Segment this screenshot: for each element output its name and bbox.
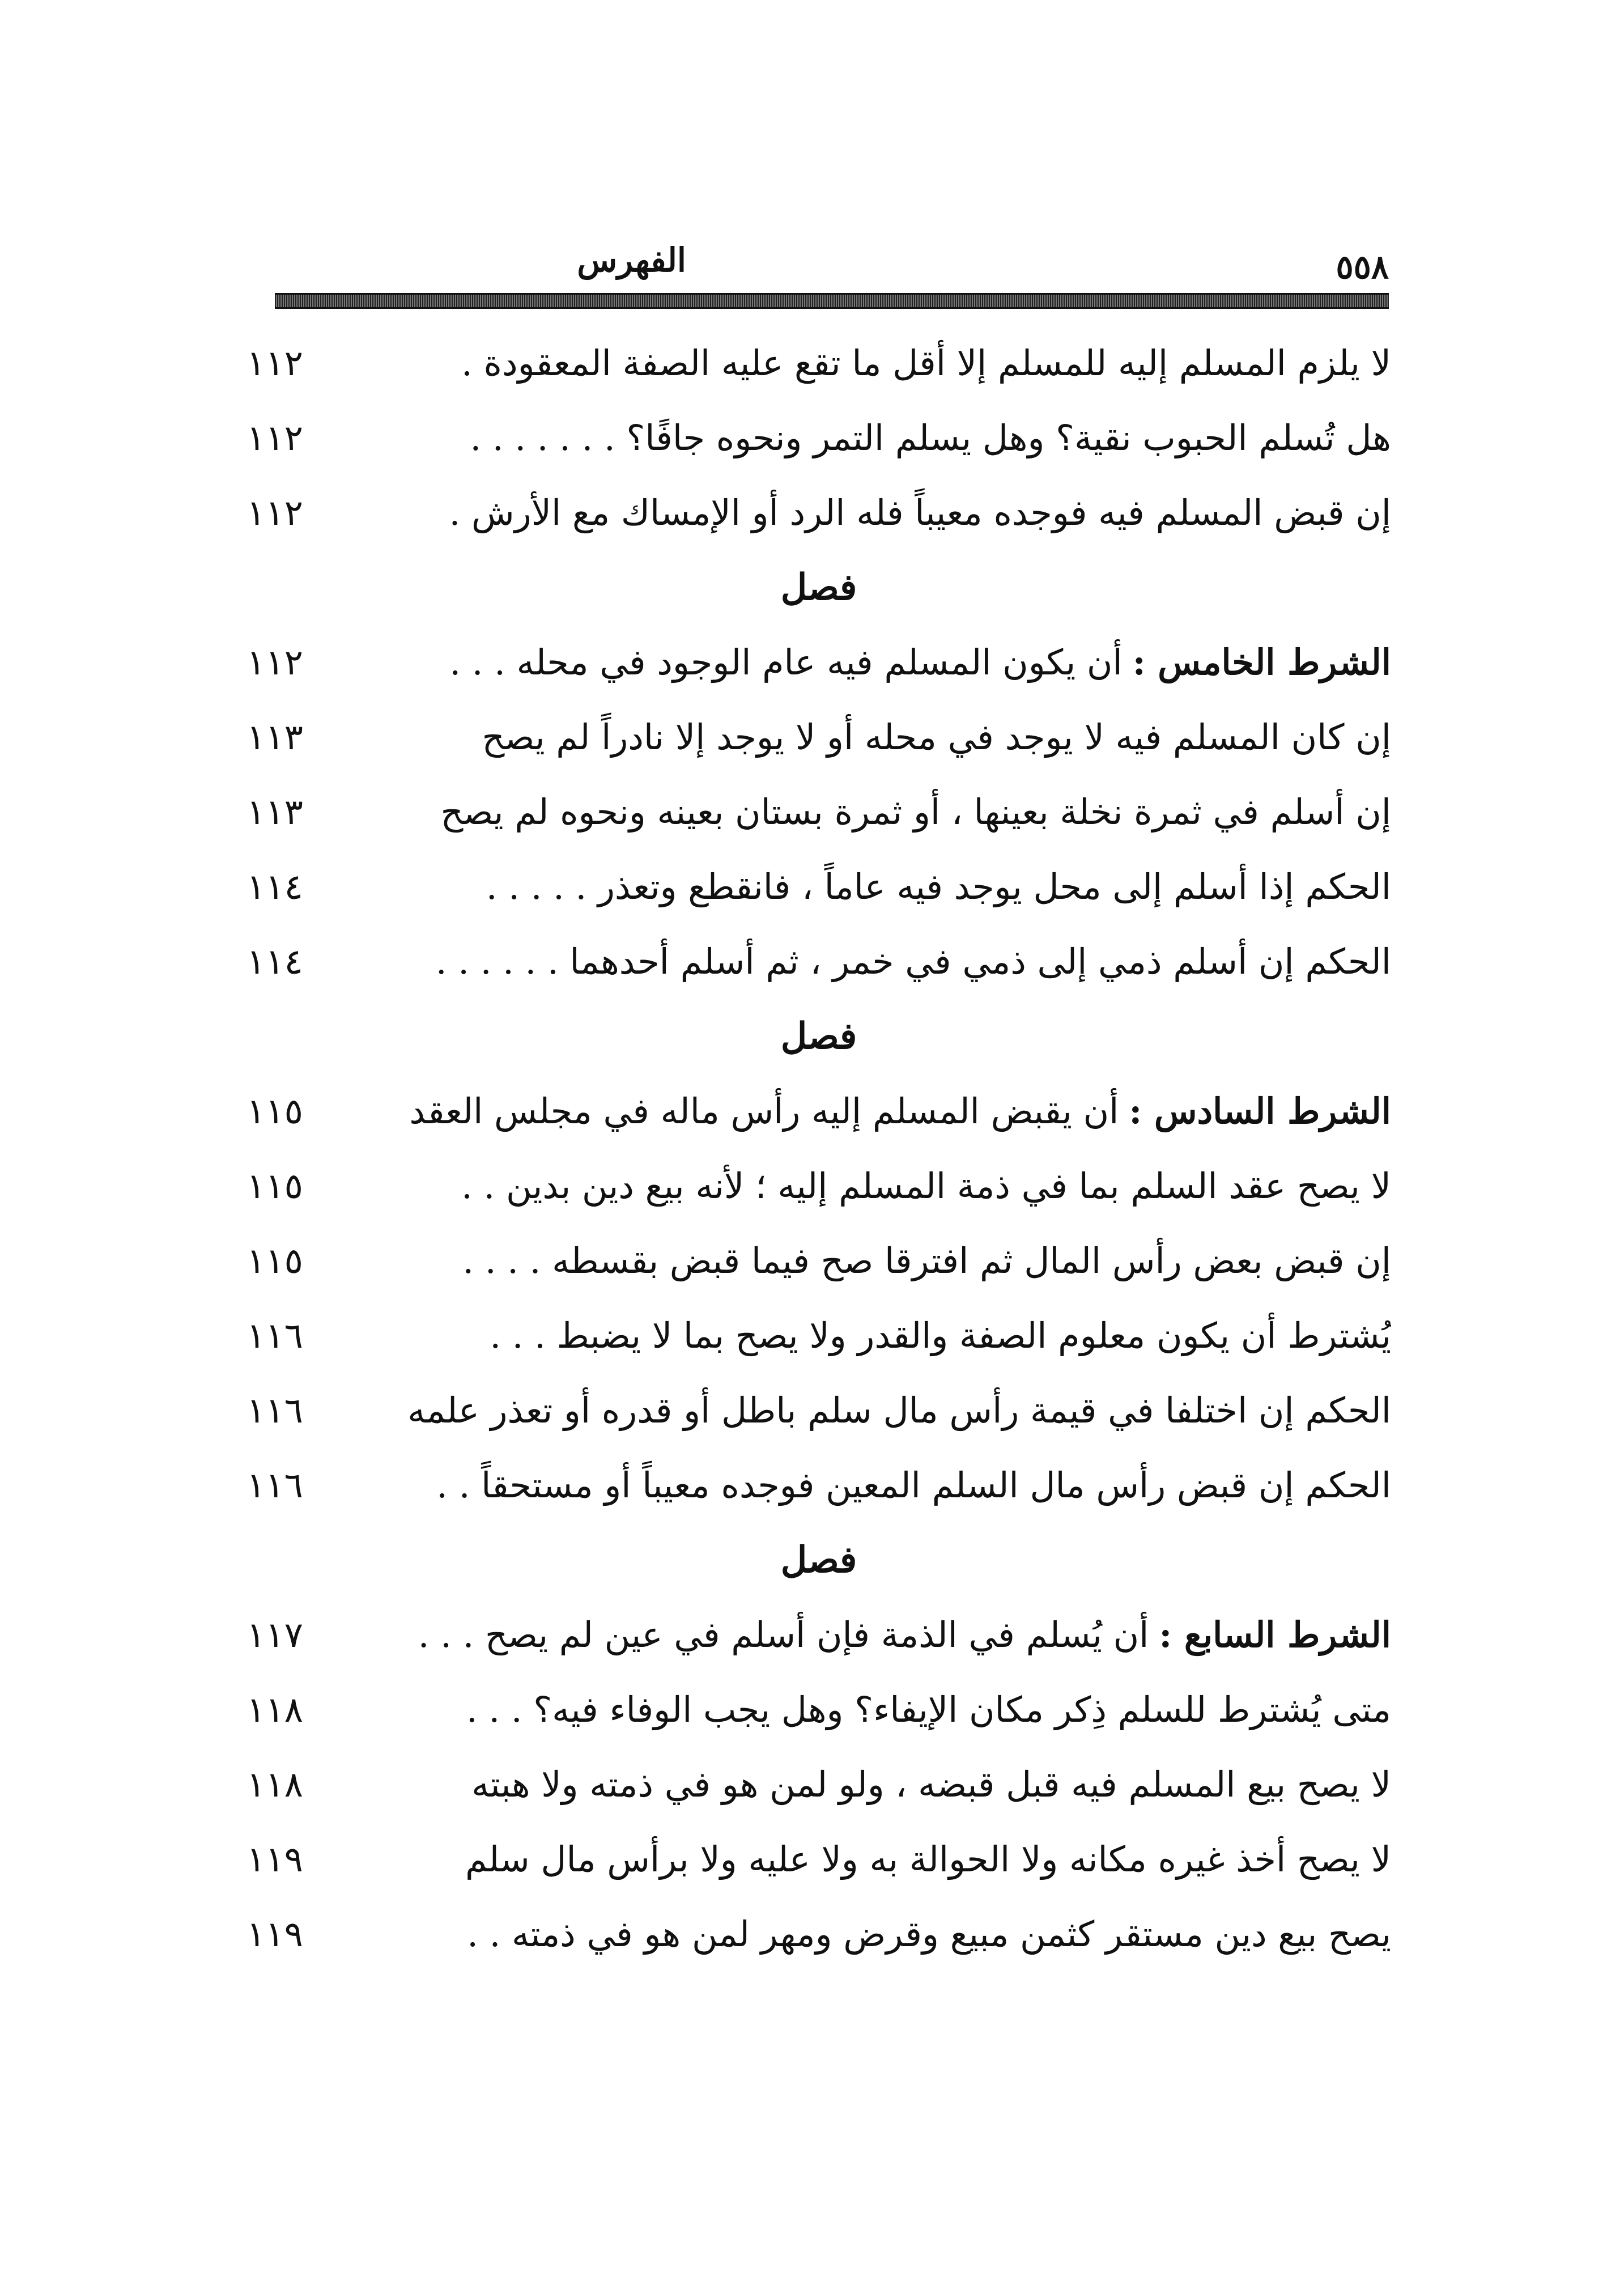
entry-page-number: ١١٩ [246, 1838, 303, 1880]
entry-text: الحكم إن أسلم ذمي إلى ذمي في خمر ، ثم أسلم أحدهما . . . . . . [435, 941, 1391, 982]
entry-body [449, 625, 1391, 700]
entry-page-number: ١١٥ [246, 1240, 303, 1281]
entry-body [462, 1224, 1391, 1298]
entry-body [418, 1598, 1391, 1672]
entry-body [470, 401, 1391, 475]
entry-text: أن يقبض المسلم إليه رأس ماله في مجلس العقد [409, 1090, 1119, 1132]
toc-entry [246, 625, 1391, 700]
entry-page-number: ١١٢ [246, 492, 303, 533]
toc-entry [246, 1373, 1391, 1448]
entry-text: هل تُسلم الحبوب نقية؟ وهل يسلم التمر ونحوه جافًا؟ . . . . . . . [470, 417, 1391, 458]
entry-page-number: ١١٢ [246, 417, 303, 458]
entry-body [467, 1897, 1391, 1972]
entry-body [407, 1373, 1391, 1448]
toc-entry [246, 1149, 1391, 1224]
toc-entry [246, 1598, 1391, 1672]
entry-text: إن أسلم في ثمرة نخلة بعينها ، أو ثمرة بستان بعينه ونحوه لم يصح [440, 791, 1391, 833]
entry-text: إن قبض المسلم فيه فوجده معيباً فله الرد أو الإمساك مع الأرش . [449, 492, 1391, 533]
entry-body [436, 924, 1391, 999]
entry-condition-label: الشرط السادس : [1129, 1090, 1391, 1132]
entry-text: لا يصح عقد السلم بما في ذمة المسلم إليه ؛ لأنه بيع دين بدين . . [461, 1165, 1391, 1207]
entry-text: الحكم إن اختلفا في قيمة رأس مال سلم باطل أو قدره أو تعذر علمه [407, 1390, 1391, 1431]
page-header [275, 224, 1389, 309]
entry-condition-label: الشرط الخامس : [1132, 642, 1391, 683]
toc-entry [246, 326, 1391, 401]
entry-page-number: ١١٩ [246, 1913, 303, 1955]
entry-body [449, 475, 1391, 550]
entry-text: الحكم إذا أسلم إلى محل يوجد فيه عاماً ، فانقطع وتعذر . . . . . [486, 866, 1391, 907]
entry-text: يصح بيع دين مستقر كثمن مبيع وقرض ومهر لمن هو في ذمته . . [467, 1913, 1391, 1955]
entry-text: متى يُشترط للسلم ذِكر مكان الإيفاء؟ وهل يجب الوفاء فيه؟ . . . [466, 1689, 1391, 1730]
entry-body [461, 1149, 1391, 1224]
section-heading: فصل [780, 1015, 857, 1058]
toc-entry [246, 1747, 1391, 1822]
entry-body [465, 1822, 1391, 1897]
entry-body [409, 1074, 1391, 1149]
toc-entry [246, 1897, 1391, 1972]
entry-page-number: ١١٨ [246, 1689, 303, 1730]
entry-text: لا يلزم المسلم إليه للمسلم إلا أقل ما تقع عليه الصفة المعقودة . [461, 342, 1391, 384]
entry-body [482, 700, 1391, 775]
header-rule [275, 293, 1389, 309]
toc-entry [246, 401, 1391, 475]
entry-page-number: ١١٤ [246, 866, 303, 907]
entry-page-number: ١١٦ [246, 1390, 303, 1431]
entry-body [466, 1672, 1391, 1747]
entry-page-number: ١١٧ [246, 1614, 303, 1655]
entry-page-number: ١١٦ [246, 1315, 303, 1356]
entry-text: إن كان المسلم فيه لا يوجد في محله أو لا يوجد إلا نادراً لم يصح [482, 716, 1391, 758]
toc-entry [246, 1224, 1391, 1298]
toc-entry [246, 1822, 1391, 1897]
entry-page-number: ١١٤ [246, 941, 303, 982]
entry-body [486, 850, 1391, 924]
entry-page-number: ١١٣ [246, 791, 303, 833]
entry-page-number: ١١٥ [246, 1090, 303, 1132]
entry-body [440, 775, 1391, 850]
toc-entry [246, 1074, 1391, 1149]
section-heading: فصل [780, 566, 857, 609]
entry-body [436, 1448, 1391, 1523]
entry-body [471, 1747, 1391, 1822]
section-heading: فصل [780, 1539, 857, 1581]
entry-body [461, 326, 1391, 401]
entry-text: لا يصح أخذ غيره مكانه ولا الحوالة به ولا عليه ولا برأس مال سلم [465, 1838, 1391, 1880]
toc-entry [246, 775, 1391, 850]
toc-entry [246, 700, 1391, 775]
header-title: الفهرس [577, 241, 686, 279]
toc-entry [246, 850, 1391, 924]
toc-entry [246, 1672, 1391, 1747]
entry-page-number: ١١٢ [246, 342, 303, 384]
entry-body [490, 1298, 1391, 1373]
entry-text: أن يُسلم في الذمة فإن أسلم في عين لم يصح . . . [418, 1614, 1149, 1655]
entry-page-number: ١١٥ [246, 1165, 303, 1207]
entry-page-number: ١١٦ [246, 1464, 303, 1506]
header-page-number: ٥٥٨ [1336, 248, 1389, 286]
entry-text: لا يصح بيع المسلم فيه قبل قبضه ، ولو لمن هو في ذمته ولا هبته [471, 1764, 1391, 1805]
toc-entry [246, 475, 1391, 550]
toc-entry [246, 1448, 1391, 1523]
toc-entry [246, 1298, 1391, 1373]
entry-text: يُشترط أن يكون معلوم الصفة والقدر ولا يصح بما لا يضبط . . . [490, 1315, 1391, 1356]
entry-text: الحكم إن قبض رأس مال السلم المعين فوجده معيباً أو مستحقاً . . [436, 1464, 1391, 1506]
entry-page-number: ١١٢ [246, 642, 303, 683]
entry-text: إن قبض بعض رأس المال ثم افترقا صح فيما قبض بقسطه . . . . [462, 1240, 1391, 1281]
table-of-contents [246, 326, 1391, 1972]
toc-entry [246, 924, 1391, 999]
entry-text: أن يكون المسلم فيه عام الوجود في محله . . . [449, 642, 1123, 683]
entry-page-number: ١١٨ [246, 1764, 303, 1805]
entry-condition-label: الشرط السابع : [1159, 1614, 1391, 1655]
entry-page-number: ١١٣ [246, 716, 303, 758]
